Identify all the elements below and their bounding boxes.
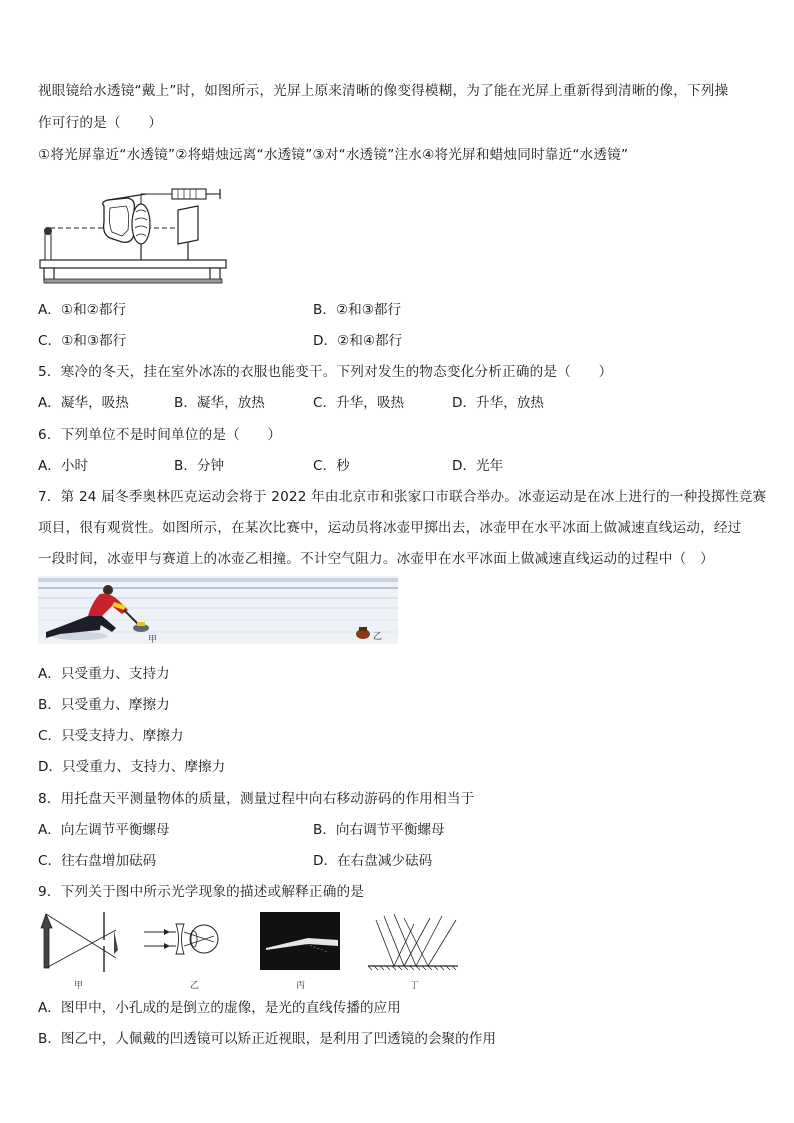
fig-label-ding: 丁 [410, 981, 420, 991]
fig-label-yi: 乙 [190, 981, 200, 991]
curling-photo-figure [38, 576, 398, 644]
q4-stem-line2: 作可行的是（ ） [38, 115, 163, 131]
q6-stem: 6．下列单位不是时间单位的是（ ） [38, 427, 282, 443]
curling-label-yi: 乙 [373, 632, 383, 642]
q4-stem-line1: 视眼镜给水透镜“戴上”时，如图所示，光屏上原来清晰的像变得模糊，为了能在光屏上重新得到清晰的像，下列操 [38, 83, 729, 99]
water-lens-apparatus-figure [38, 182, 230, 284]
optics-phenomena-figure [38, 910, 462, 994]
q8-option-c[interactable]: C．往右盘增加砝码 [38, 853, 157, 869]
q7-option-d[interactable]: D．只受重力、支持力、摩擦力 [38, 759, 226, 775]
q6-option-b[interactable]: B．分钟 [174, 458, 225, 474]
q4-option-c[interactable]: C．①和③都行 [38, 333, 127, 349]
q9-stem: 9．下列关于图中所示光学现象的描述或解释正确的是 [38, 884, 365, 900]
q7-option-b[interactable]: B．只受重力、摩擦力 [38, 697, 170, 713]
q4-option-b[interactable]: B．②和③都行 [313, 302, 402, 318]
pinhole-diagram [41, 912, 118, 991]
q9-option-a[interactable]: A．图甲中，小孔成的是倒立的虚像，是光的直线传播的应用 [38, 1000, 401, 1016]
q4-option-d[interactable]: D．②和④都行 [313, 333, 403, 349]
q6-option-a[interactable]: A．小时 [38, 458, 89, 474]
fig-label-jia: 甲 [74, 981, 84, 991]
q4-stem-line3: ①将光屏靠近“水透镜”②将蜡烛远离“水透镜”③对“水透镜”注水④将光屏和蜡烛同时靠近“水透镜” [38, 147, 629, 163]
q8-option-a[interactable]: A．向左调节平衡螺母 [38, 822, 170, 838]
q8-stem: 8．用托盘天平测量物体的质量，测量过程中向右移动游码的作用相当于 [38, 791, 475, 807]
q5-stem: 5．寒冷的冬天，挂在室外冰冻的衣服也能变干。下列对发生的物态变化分析正确的是（ ） [38, 364, 613, 380]
q8-option-b[interactable]: B．向右调节平衡螺母 [313, 822, 445, 838]
q8-option-d[interactable]: D．在右盘减少砝码 [313, 853, 433, 869]
q9-option-b[interactable]: B．图乙中，人佩戴的凹透镜可以矫正近视眼，是利用了凹透镜的会聚的作用 [38, 1031, 496, 1047]
q7-option-c[interactable]: C．只受支持力、摩擦力 [38, 728, 184, 744]
q6-option-d[interactable]: D．光年 [452, 458, 504, 474]
q7-stem-line1: 7．第 24 届冬季奥林匹克运动会将于 2022 年由北京市和张家口市联合举办。冰壶运动是在冰上进行的一种投掷性竞赛 [38, 489, 767, 505]
q7-option-a[interactable]: A．只受重力、支持力 [38, 666, 170, 682]
fig-label-bing: 丙 [296, 981, 306, 991]
q5-option-d[interactable]: D．升华，放热 [452, 395, 545, 411]
q6-option-c[interactable]: C．秒 [313, 458, 350, 474]
q5-option-b[interactable]: B．凝华，放热 [174, 395, 265, 411]
q7-stem-line3: 一段时间，冰壶甲与赛道上的冰壶乙相撞。不计空气阻力。冰壶甲在水平冰面上做减速直线运动的过程中（ ） [38, 551, 714, 567]
myopia-lens-diagram [144, 924, 218, 991]
reflection-diagram [368, 914, 458, 991]
q5-option-c[interactable]: C．升华，吸热 [313, 395, 405, 411]
q4-option-a[interactable]: A．①和②都行 [38, 302, 127, 318]
refraction-box-diagram [260, 912, 340, 991]
curling-label-jia: 甲 [148, 635, 158, 644]
q5-option-a[interactable]: A．凝华，吸热 [38, 395, 129, 411]
q7-stem-line2: 项目，很有观赏性。如图所示，在某次比赛中，运动员将冰壶甲掷出去，冰壶甲在水平冰面上做减速直线运动，经过 [38, 520, 742, 536]
